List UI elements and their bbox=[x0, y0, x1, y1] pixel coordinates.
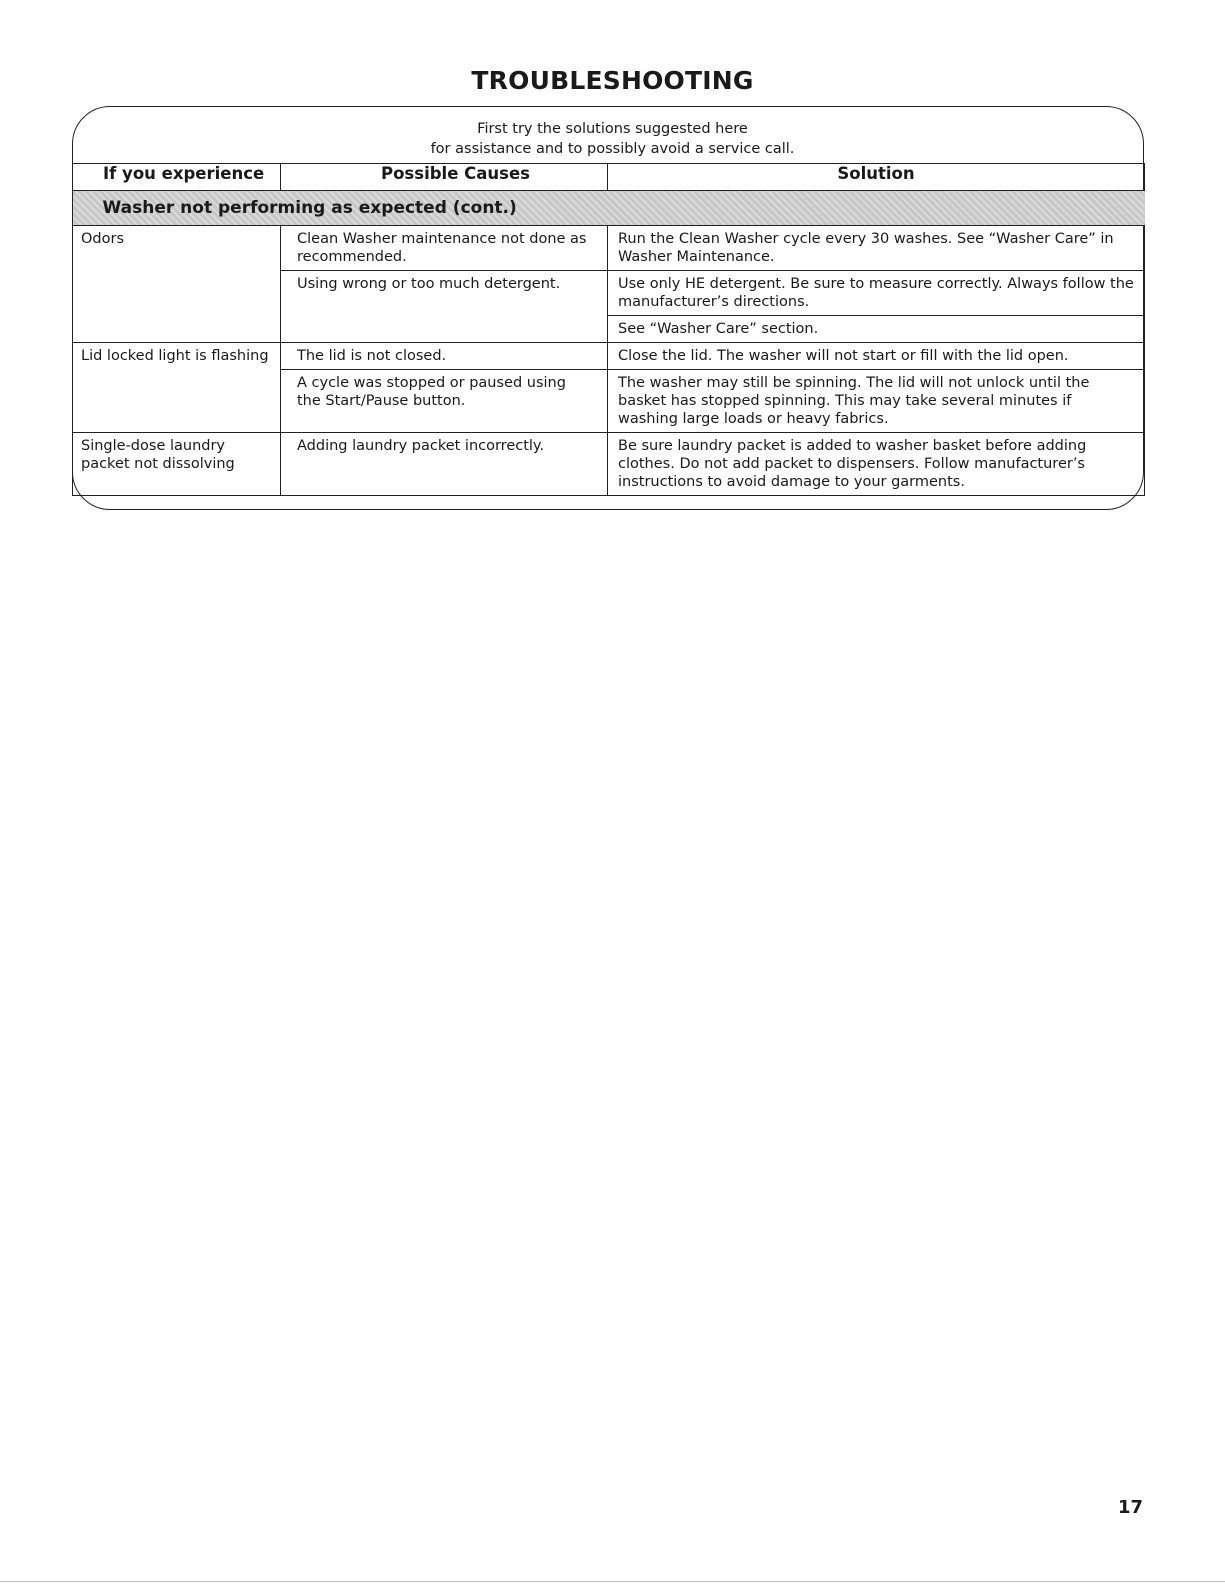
cause-cell: A cycle was stopped or paused using the Start/Pause button. bbox=[281, 370, 608, 433]
table-header-row bbox=[73, 164, 1145, 191]
header-causes: Possible Causes bbox=[281, 164, 608, 191]
cause-cell: Adding laundry packet incorrectly. bbox=[281, 433, 608, 496]
solution-cell: Close the lid. The washer will not start or fill with the lid open. bbox=[608, 343, 1145, 370]
symptom-odors: Odors bbox=[73, 226, 281, 343]
section-row bbox=[73, 191, 1145, 226]
solution-cell: Run the Clean Washer cycle every 30 washes. See “Washer Care” in Washer Maintenance. bbox=[608, 226, 1145, 271]
page-number: 17 bbox=[1118, 1497, 1144, 1518]
section-title: Washer not performing as expected (cont.) bbox=[73, 191, 1145, 226]
cause-cell: Clean Washer maintenance not done as recommended. bbox=[281, 226, 608, 271]
solution-cell: Use only HE detergent. Be sure to measure correctly. Always follow the manufacturer’s directions. bbox=[608, 271, 1145, 316]
table-row bbox=[73, 343, 1145, 370]
page-bottom-rule bbox=[0, 1581, 1225, 1582]
cause-cell: The lid is not closed. bbox=[281, 343, 608, 370]
cause-cell: Using wrong or too much detergent. bbox=[281, 271, 608, 343]
table-row bbox=[73, 226, 1145, 271]
header-experience: If you experience bbox=[73, 164, 281, 191]
solution-cell: See “Washer Care” section. bbox=[608, 316, 1145, 343]
symptom-packet: Single-dose laundry packet not dissolving bbox=[73, 433, 281, 496]
symptom-lid-locked: Lid locked light is flashing bbox=[73, 343, 281, 433]
solution-cell: The washer may still be spinning. The lid will not unlock until the basket has stopped spinning. This may take several minutes if washing large loads or heavy fabrics. bbox=[608, 370, 1145, 433]
intro-line-2: for assistance and to possibly avoid a service call. bbox=[430, 141, 795, 157]
troubleshooting-table bbox=[72, 163, 1145, 496]
solution-cell: Be sure laundry packet is added to washer basket before adding clothes. Do not add packet to dispensers. Follow manufacturer’s instructions to avoid damage to your garments. bbox=[608, 433, 1145, 496]
intro-line-1: First try the solutions suggested here bbox=[477, 121, 748, 137]
page-title: TROUBLESHOOTING bbox=[471, 66, 754, 95]
intro-text bbox=[300, 119, 925, 159]
header-solution: Solution bbox=[608, 164, 1145, 191]
table-row bbox=[73, 433, 1145, 496]
